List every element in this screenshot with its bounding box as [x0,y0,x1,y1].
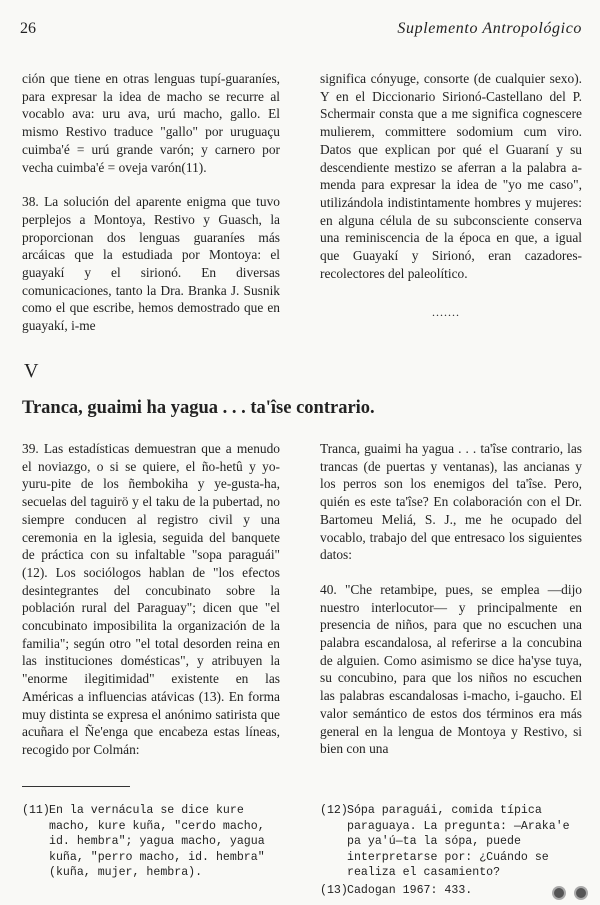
footnote-text: En la vernácula se dice kure macho, kure kuña, "cerdo macho, id. hembra"; yagua macho, yagua kuña, "perro macho, id. hembra" (kuña, mujer, hembra). [49,804,265,880]
paragraph: significa cónyuge, consorte (de cualquier sexo). Y en el Diccionario Sirionó-Castellano del P. Schermair consta que a me significa cognescere mulierem, committere sodomium cum viro. Datos que explican por qué el Guaraní y su descendiente mestizo se aferran a la palabra a-menda para expresar la idea de "yo me caso", utilizándola indistintamente hombres y mujeres: en alguna célula de su subconsciente conserva una reminiscencia de la época en que, a igual que Guayakí y Sirionó, eran cazadores-recolectores del paleolítico. [320,71,582,281]
footnote-number: (12) [320,804,348,817]
page-number: 26 [20,20,36,37]
round-badge-icon [552,886,566,900]
footnote-text: Cadogan 1967: 433. [347,883,473,897]
page-header [20,20,582,42]
paragraph: 40. "Che retambipe, pues, se emplea —dijo nuestro interlocutor— y principalmente en presencia de niños, para que no escuchen una palabra escandalosa, al referirse a la concubina de alguien. Como asimismo se dice ha'yse tuya, su concubino, para que los niños no escuchen las palabras escandalosas i-macho, i-gaucho. El valor semántico de estos dos términos era más general en la lengua de Montoya y Restivo, si bien con una [320,581,582,757]
footnote [320,883,582,899]
section-separator: ....... [432,305,460,319]
footnote-number: (11) [22,804,50,817]
footnote-text: Sópa paraguái, comida típica paraguaya. La pregunta: —Araka'e pa ya'ú—ta la sópa, puede interpretarse por: ¿Cuándo se realiza el casamiento? [347,804,570,880]
column-top-right [320,70,582,282]
footnote [320,803,582,881]
footnotes-right [320,803,582,899]
paragraph: ción que tiene en otras lenguas tupí-guaraníes, para expresar la idea de macho se recurre al vocablo ava: uru ava, urú macho, gallo. El mismo Restivo traduce "gallo" por uruguaçu cuimba'é = urú grande varón; y carnero por vecha cuimba'é = oveja varón(11). [22,71,280,175]
footnote-number: (13) [320,883,348,897]
paragraph: 39. Las estadísticas demuestran que a menudo el noviazgo, o si se quiere, el ño-hetû y yo-yuru-pite de los ñembokiha y ye-gusta-ha, secuelas del taguirö y el taku de la pubertad, no siempre conducen al registro civil y una ceremonia en la iglesia, seguida del banquete de práctica con su infaltable "sopa paraguái"(12). Los sociólogos hablan de "los efectos desintegrantes del concubinato sobre la población rural del Paraguay"; dicen que "el concubinato imposibilita la organización de la familia"; según otro "el total desorden reina en las instituciones domésticas", y atribuyen la "enorme ilegitimidad" existente en las Américas a influencias atávicas (13). En forma muy distinta se expresa el anónimo satirista que acuñara el Ñe'enga que encabeza estas líneas, recogido por Colmán: [22,441,280,757]
footnote-rule [22,786,130,787]
column-top-left [22,70,280,335]
round-badge-icon [574,886,588,900]
column-bottom-left [22,440,280,759]
column-bottom-right [320,440,582,758]
footnotes-left [22,803,284,881]
footnote [22,803,284,881]
section-title: Tranca, guaimi ha yagua . . . ta'îse contrario. [22,398,375,418]
paragraph: 38. La solución del aparente enigma que tuvo perplejos a Montoya, Restivo y Guasch, la proporcionan dos lenguas guaraníes más arcáicas que la estudiada por Montoya: el guayakí y el sirionó. En diversas comunicaciones, tanto la Dra. Branka J. Susnik como el que escribe, hemos demostrado que en guayakí, i-me [22,194,280,334]
paragraph: Tranca, guaimi ha yagua . . . ta'îse contrario, las trancas (de puertas y ventanas), las ancianas y los perros son los enemigos del ta'îse. Pero, quién es este ta'îse? En colaboración con el Dr. Bartomeu Meliá, S. J., me he ocupado del vocablo, trabajo del que entresaco los siguientes datos: [320,441,582,563]
journal-title: Suplemento Antropológico [397,20,582,37]
section-number: V [24,360,39,382]
